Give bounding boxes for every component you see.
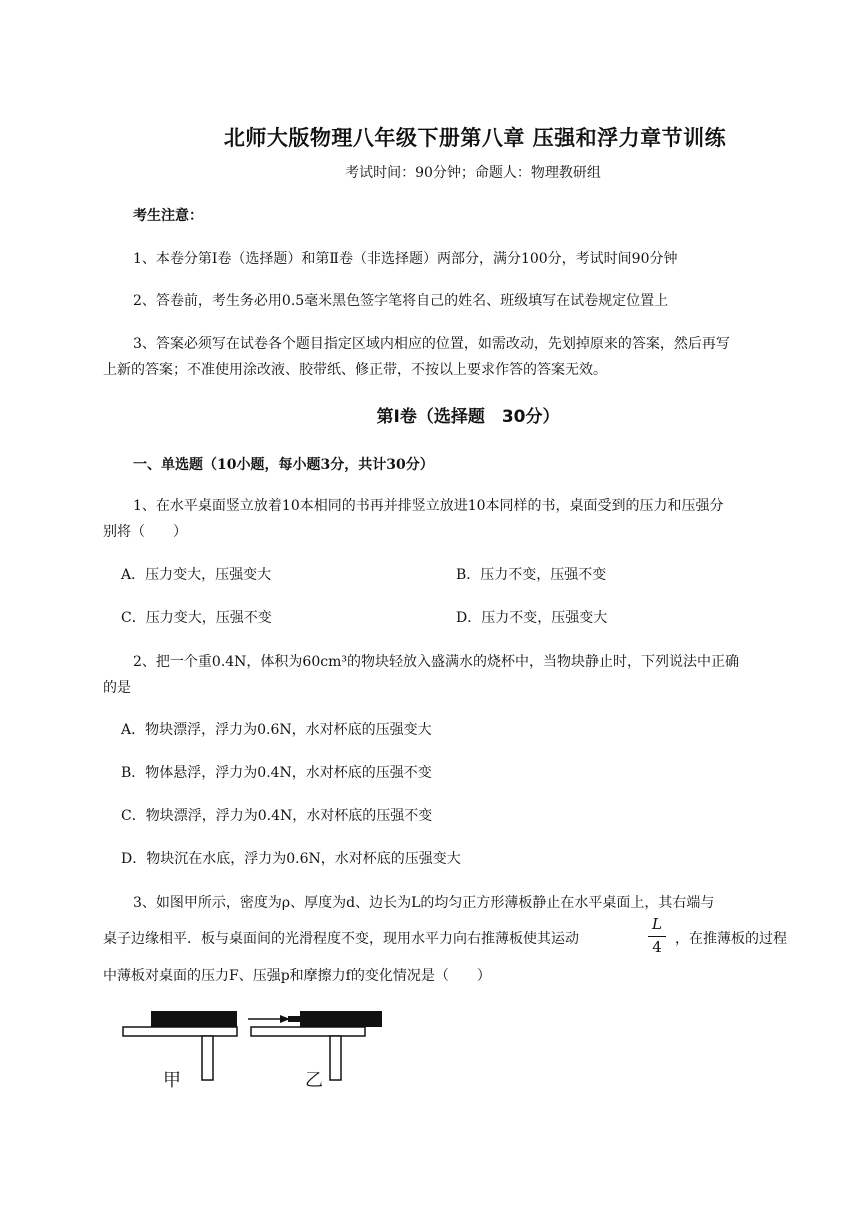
figure-jia bbox=[123, 1011, 237, 1091]
table-leg-yi bbox=[330, 1036, 341, 1080]
plate-yi bbox=[300, 1011, 382, 1027]
question-2-option-d: D．物块沉在水底，浮力为0.6N，水对杯底的压强变大 bbox=[121, 851, 461, 867]
part-heading: 一、单选题（10小题，每小题3分，共计30分） bbox=[133, 457, 434, 473]
notice-item-3-cont: 上新的答案；不准使用涂改液、胶带纸、修正带，不按以上要求作答的答案无效。 bbox=[103, 362, 607, 378]
notice-item-1: 1、本卷分第Ⅰ卷（选择题）和第Ⅱ卷（非选择题）两部分，满分100分，考试时间90分钟 bbox=[133, 251, 678, 267]
fraction-bar bbox=[648, 936, 666, 937]
notice-item-2: 2、答卷前，考生务必用0.5毫米黑色签字笔将自己的姓名、班级填写在试卷规定位置上 bbox=[133, 293, 669, 309]
question-2-stem: 2、把一个重0.4N，体积为60cm³的物块轻放入盛满水的烧杯中，当物块静止时，下列说法中正确 bbox=[133, 654, 739, 670]
question-1-stem-cont: 别将（ ） bbox=[103, 524, 187, 540]
plate-jia bbox=[151, 1011, 237, 1027]
figure-label-yi: 乙 bbox=[305, 1070, 323, 1091]
question-1-option-b: B．压力不变，压强不变 bbox=[456, 567, 607, 583]
question-1-option-d: D．压力不变，压强变大 bbox=[456, 610, 608, 626]
push-rod bbox=[288, 1016, 300, 1022]
fraction-denominator: 4 bbox=[652, 938, 662, 956]
notice-item-3: 3、答案必须写在试卷各个题目指定区域内相应的位置，如需改动，先划掉原来的答案，然后再写 bbox=[133, 336, 730, 352]
exam-info: 考试时间：90分钟；命题人：物理教研组 bbox=[345, 165, 601, 181]
question-2-option-b: B．物体悬浮，浮力为0.4N，水对杯底的压强不变 bbox=[121, 765, 432, 781]
question-3-stem-cont: 桌子边缘相平．板与桌面间的光滑程度不变，现用水平力向右推薄板使其运动 bbox=[103, 931, 579, 947]
question-3-stem-tail: ，在推薄板的过程 bbox=[675, 931, 787, 947]
question-2-option-c: C．物块漂浮，浮力为0.4N，水对杯底的压强不变 bbox=[121, 808, 433, 824]
question-2-stem-cont: 的是 bbox=[103, 680, 131, 696]
figure-yi bbox=[248, 1011, 382, 1091]
question-2-option-a: A．物块漂浮，浮力为0.6N，水对杯底的压强变大 bbox=[121, 722, 432, 738]
fraction-numerator: L bbox=[652, 915, 662, 933]
plate-on-table-figure bbox=[120, 1005, 390, 1095]
question-1-option-c: C．压力变大，压强不变 bbox=[121, 610, 272, 626]
question-3-stem: 3、如图甲所示，密度为ρ、厚度为d、边长为L的均匀正方形薄板静止在水平桌面上，其右端与 bbox=[133, 895, 715, 911]
fraction-l-over-4 bbox=[648, 915, 666, 958]
question-1-option-a: A．压力变大，压强变大 bbox=[121, 567, 272, 583]
section-title: 第Ⅰ卷（选择题 30分） bbox=[376, 407, 560, 427]
notice-heading: 考生注意： bbox=[133, 208, 203, 224]
question-1-stem: 1、在水平桌面竖立放着10本相同的书再并排竖立放进10本同样的书，桌面受到的压力和压强分 bbox=[133, 498, 724, 514]
figure-label-jia: 甲 bbox=[163, 1070, 181, 1091]
table-leg-jia bbox=[202, 1036, 213, 1080]
table-top-jia bbox=[123, 1027, 237, 1036]
table-top-yi bbox=[251, 1027, 365, 1036]
question-3-stem-end: 中薄板对桌面的压力F、压强p和摩擦力f的变化情况是（ ） bbox=[103, 968, 491, 984]
page-title: 北师大版物理八年级下册第八章 压强和浮力章节训练 bbox=[223, 126, 727, 150]
